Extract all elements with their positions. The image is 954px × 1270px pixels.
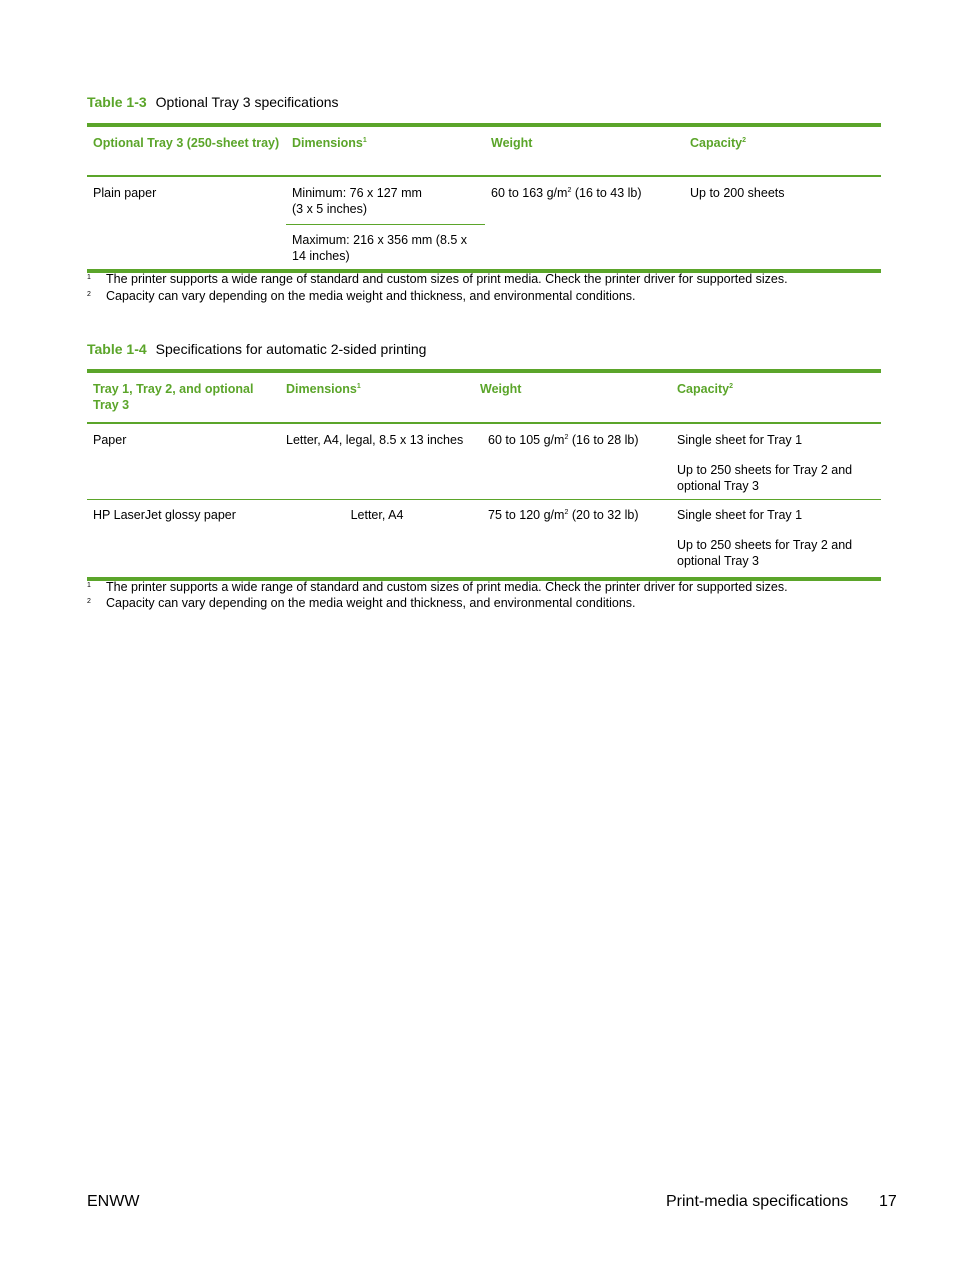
footer-section-title: Print-media specifications (666, 1193, 849, 1210)
header-cell-tray: Optional Tray 3 (250-sheet tray) (93, 136, 280, 150)
header-cell-capacity: Capacity$^2$ (677, 382, 734, 396)
footer-page-number: 17 (879, 1193, 897, 1210)
cell-weight: 60 to 163 $g/m^2$ (16 to 43 lb) (491, 186, 642, 200)
table-1-4 (87, 369, 881, 581)
header-cell-weight: Weight (491, 136, 533, 150)
table-1-4-caption (87, 341, 426, 357)
table-row (87, 177, 881, 269)
cell-capacity: Single sheet for Tray 1 Up to 250 sheets for Tray 2 and optional Tray 3 (677, 433, 853, 493)
cell-weight: 75 to 120 $g/m^2$ (20 to 32 lb) (488, 508, 639, 522)
header-cell-weight: Weight (480, 382, 522, 396)
footer-publication-code: ENWW (87, 1193, 140, 1210)
dimensions-maximum: Maximum: 216 x 356 mm (8.5 x 14 inches) (286, 224, 485, 264)
header-cell-dimensions: Dimensions$^1$ (292, 136, 367, 150)
table-1-3 (87, 123, 881, 273)
table-header-row (87, 127, 881, 177)
table-number: Table 1-3 (87, 94, 147, 110)
cell-media-type: Paper (93, 433, 127, 447)
footnote-2: 2 Capacity can vary depending on the media weight and thickness, and environmental conditions. (87, 289, 636, 303)
cell-capacity: Up to 200 sheets (690, 186, 785, 200)
dimensions-minimum: Minimum: 76 x 127 mm (3 x 5 inches) (292, 186, 422, 216)
cell-media-type: Plain paper (93, 186, 157, 200)
cell-media-type: HP LaserJet glossy paper (93, 508, 236, 522)
table-number: Table 1-4 (87, 341, 147, 357)
table-title: Optional Tray 3 specifications (155, 94, 339, 110)
cell-dimensions (286, 177, 485, 269)
table-title: Specifications for automatic 2-sided printing (155, 341, 427, 357)
table-row (87, 500, 881, 577)
footnote-1: 1 The printer supports a wide range of standard and custom sizes of print media. Check the printer driver for supported sizes. (87, 580, 788, 594)
header-cell-capacity: Capacity$^2$ (690, 136, 747, 150)
table-row (87, 424, 881, 500)
cell-capacity: Single sheet for Tray 1 Up to 250 sheets for Tray 2 and optional Tray 3 (677, 508, 853, 568)
footnote-2: 2 Capacity can vary depending on the media weight and thickness, and environmental conditions. (87, 596, 636, 610)
cell-weight: 60 to 105 $g/m^2$ (16 to 28 lb) (488, 433, 639, 447)
header-cell-tray: Tray 1, Tray 2, and optional Tray 3 (93, 382, 254, 412)
cell-dimensions: Letter, A4, legal, 8.5 x 13 inches (286, 433, 464, 447)
footnote-1: 1 The printer supports a wide range of standard and custom sizes of print media. Check the printer driver for supported sizes. (87, 272, 788, 286)
cell-dimensions: Letter, A4 (350, 508, 404, 522)
table-header-row (87, 373, 881, 424)
table-1-3-caption (87, 94, 339, 110)
header-cell-dimensions: Dimensions$^1$ (286, 382, 361, 396)
